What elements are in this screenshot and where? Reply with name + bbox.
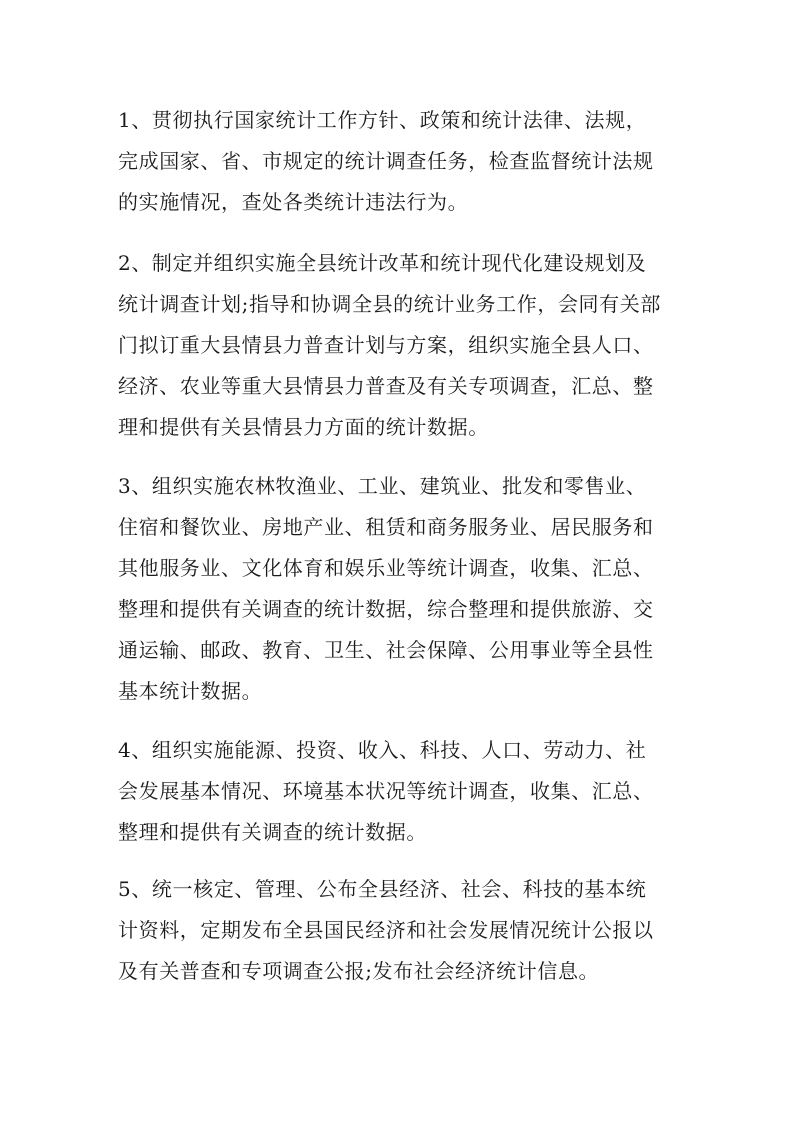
paragraph-line: 计资料，定期发布全县国民经济和社会发展情况统计公报以: [118, 918, 654, 942]
paragraph-line: 理和提供有关县情县力方面的统计数据。: [118, 415, 489, 439]
paragraph-2: [118, 243, 693, 448]
paragraph-line: 的实施情况，查处各类统计违法行为。: [118, 190, 469, 214]
paragraph-line: 整理和提供有关调查的统计数据，综合整理和提供旅游、交: [118, 597, 654, 621]
paragraph-4: [118, 730, 693, 853]
paragraph-line: 经济、农业等重大县情县力普查及有关专项调查，汇总、整: [118, 374, 654, 398]
paragraph-3: [118, 466, 693, 712]
paragraph-1: [118, 100, 693, 223]
paragraph-line: 4、组织实施能源、投资、收入、科技、人口、劳动力、社: [118, 738, 647, 762]
paragraph-line: 基本统计数据。: [118, 679, 263, 703]
paragraph-line: 完成国家、省、市规定的统计调查任务，检查监督统计法规: [118, 149, 654, 173]
paragraph-line: 及有关普查和专项调查公报;发布社会经济统计信息。: [118, 959, 600, 983]
paragraph-line: 5、统一核定、管理、公布全县经济、社会、科技的基本统: [118, 877, 647, 901]
paragraph-line: 其他服务业、文化体育和娱乐业等统计调查，收集、汇总、: [118, 556, 654, 580]
paragraph-line: 通运输、邮政、教育、卫生、社会保障、公用事业等全县性: [118, 638, 654, 662]
paragraph-line: 住宿和餐饮业、房地产业、租赁和商务服务业、居民服务和: [118, 515, 654, 539]
paragraph-line: 3、组织实施农林牧渔业、工业、建筑业、批发和零售业、: [118, 474, 647, 498]
paragraph-line: 整理和提供有关调查的统计数据。: [118, 820, 427, 844]
paragraph-5: [118, 869, 693, 992]
paragraph-line: 门拟订重大县情县力普查计划与方案，组织实施全县人口、: [118, 333, 654, 357]
paragraph-line: 统计调查计划;指导和协调全县的统计业务工作，会同有关部: [118, 292, 661, 316]
paragraph-line: 1、贯彻执行国家统计工作方针、政策和统计法律、法规，: [118, 108, 647, 132]
paragraph-line: 会发展基本情况、环境基本状况等统计调查，收集、汇总、: [118, 779, 654, 803]
paragraph-line: 2、制定并组织实施全县统计改革和统计现代化建设规划及: [118, 251, 647, 275]
